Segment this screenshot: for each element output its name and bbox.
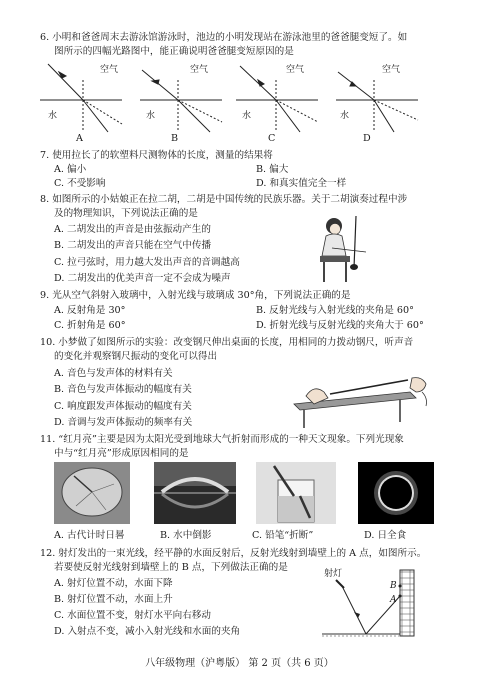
q9-option-a: A. 反射角是 30° <box>54 305 126 316</box>
air-label-a: 空气 <box>100 65 119 75</box>
q7-stem: 7. 使用拉长了的软塑料尺测物体的长度，测量的结果将 <box>40 150 273 161</box>
diagram-c <box>236 66 318 132</box>
air-label-c: 空气 <box>286 65 305 75</box>
q12-lamp-label: 射灯 <box>324 569 343 579</box>
q9-option-d: D. 折射光线与反射光线的夹角大于 60° <box>256 320 424 331</box>
pencil-glass-photo <box>256 462 336 524</box>
q6-stem-line2: 图所示的四幅光路图中，能正确说明爸爸腿变短原因的是 <box>54 46 294 57</box>
q10-stem-line1: 10. 小梦做了如图所示的实验：改变钢尺伸出桌面的长度，用相同的力拨动钢尺，听声音 <box>40 337 414 348</box>
q12-stem-line2: 若要使反射光线射到墙壁上的 B 点，下列做法正确的是 <box>54 562 288 573</box>
diagram-label-d: D <box>363 133 371 144</box>
q11-stem-line1: 11. “红月亮”主要是因为太阳光受到地球大气折射而形成的一种天文现象。下列光现象 <box>40 434 404 445</box>
q11-stem-line2: 中与“红月亮”形成原因相同的是 <box>54 448 189 459</box>
erhu-girl-image <box>316 212 370 286</box>
q12-option-a: A. 射灯位置不动，水面下降 <box>54 578 173 589</box>
q7-option-b: B. 偏大 <box>256 164 289 175</box>
air-label-b: 空气 <box>190 65 209 75</box>
diagram-b <box>140 70 222 132</box>
q6-stem-line1: 6. 小明和爸爸周末去游泳馆游泳时，池边的小明发现站在游泳池里的爸爸腿变短了。如 <box>40 32 408 43</box>
q11-caption-a: A. 古代计时日晷 <box>54 530 125 541</box>
q8-option-d: D. 二胡发出的优美声音一定不会成为噪声 <box>54 273 231 284</box>
q12-stem-line1: 12. 射灯发出的一束光线，经平静的水面反射后，反射光线射到墙壁上的 A 点，如图所示。 <box>40 548 427 559</box>
diagram-d <box>336 72 418 132</box>
q8-stem-line1: 8. 如图所示的小姑娘正在拉二胡，二胡是中国传统的民族乐器。关于二胡演奏过程中涉 <box>40 194 408 205</box>
q7-option-a: A. 偏小 <box>54 164 87 175</box>
q10-stem-line2: 的变化并观察钢尺振动的变化可以得出 <box>54 351 218 362</box>
diagram-label-a: A <box>76 133 83 144</box>
q12-point-a-label: A <box>390 595 397 605</box>
q12-option-c: C. 水面位置不变，射灯水平向右移动 <box>54 610 212 621</box>
q9-option-c: C. 折射角是 60° <box>54 320 126 331</box>
q6-diagrams <box>38 60 438 140</box>
q8-option-b: B. 二胡发出的声音只能在空气中传播 <box>54 240 212 251</box>
ruler-table-image <box>290 370 440 430</box>
q10-option-c: C. 响度跟发声体振动的幅度有关 <box>54 401 192 412</box>
q9-stem: 9. 光从空气斜射入玻璃中，入射光线与玻璃成 30°角，下列说法正确的是 <box>40 290 351 301</box>
q7-option-d: D. 和真实值完全一样 <box>256 178 347 189</box>
q10-option-a: A. 音色与发声体的材料有关 <box>54 368 173 379</box>
q8-option-c: C. 拉弓弦时，用力越大发出声音的音调越高 <box>54 257 240 268</box>
q8-stem-line2: 及的物理知识，下列说法正确的是 <box>54 208 198 219</box>
q11-caption-d: D. 日全食 <box>364 530 407 541</box>
q11-caption-c: C. 铅笔“折断” <box>252 530 314 541</box>
q7-option-c: C. 不受影响 <box>54 178 106 189</box>
q8-option-a: A. 二胡发出的声音是由弦振动产生的 <box>54 224 211 235</box>
q9-option-b: B. 反射光线与入射光线的夹角是 60° <box>256 305 414 316</box>
q11-photos <box>54 462 450 526</box>
water-label-c: 水 <box>242 111 252 121</box>
diagram-label-c: C <box>268 133 276 144</box>
water-label-b: 水 <box>146 111 156 121</box>
q11-caption-b: B. 水中倒影 <box>160 530 212 541</box>
q12-option-d: D. 入射点不变，减小入射光线和水面的夹角 <box>54 626 241 637</box>
water-label-d: 水 <box>340 111 350 121</box>
sundial-photo <box>54 462 130 524</box>
air-label-d: 空气 <box>382 65 401 75</box>
page-footer: 八年级物理（沪粤版） 第 2 页（共 6 页） <box>145 658 334 669</box>
q10-option-b: B. 音色与发声体振动的幅度有关 <box>54 384 192 395</box>
bridge-reflection-photo <box>154 462 236 524</box>
solar-eclipse-photo <box>358 462 434 524</box>
q10-option-d: D. 音调与发声体振动的频率有关 <box>54 417 193 428</box>
diagram-label-b: B <box>171 133 179 144</box>
water-label-a: 水 <box>48 111 58 121</box>
q12-point-b-label: B <box>390 581 397 591</box>
q12-option-b: B. 射灯位置不动，水面上升 <box>54 594 173 605</box>
